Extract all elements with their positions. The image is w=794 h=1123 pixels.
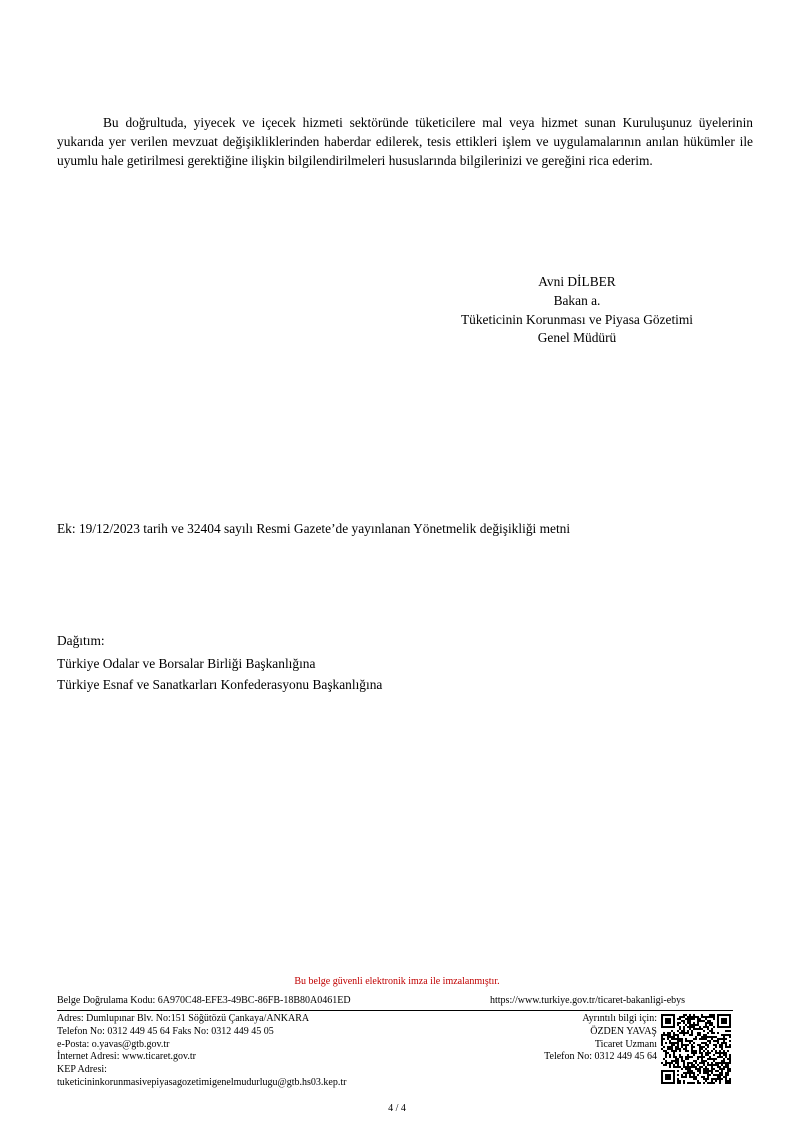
page-number: 4 / 4: [388, 1103, 406, 1114]
attachment-note: Ek: 19/12/2023 tarih ve 32404 sayılı Resmi Gazete’de yayınlanan Yönetmelik değişikliği metni: [57, 521, 571, 536]
verification-code: Belge Doğrulama Kodu: 6A970C48-EFE3-49BC-86FB-18B80A0461ED: [57, 995, 351, 1006]
secure-signature-notice: Bu belge güvenli elektronik imza ile imzalanmıştır.: [294, 976, 500, 987]
contact-phone: Telefon No: 0312 449 45 64: [544, 1051, 657, 1063]
kep-label: KEP Adresi:: [57, 1064, 107, 1076]
distribution-item: Türkiye Esnaf ve Sanatkarları Konfederasyonu Başkanlığına: [57, 677, 383, 692]
address-line: Adres: Dumlupınar Blv. No:151 Söğütözü Çankaya/ANKARA: [57, 1013, 310, 1024]
body-paragraph-text: Bu doğrultuda, yiyecek ve içecek hizmeti sektöründe tüketicilere mal veya hizmet sunan Kuruluşunuz üyelerinin yukarıda yer verilen mevzuat değişikliklerinden haberdar edilerek, tesis ettikleri işlem ve uygulamalarının anılan hükümler ile uyumlu hale getirilmesi gerektiğine ilişkin bilgilendirilmeleri hususlarında bilgilerinizi ve gereğini rica ederim.: [57, 115, 753, 169]
distribution-heading: Dağıtım:: [57, 633, 105, 648]
footer-address: [57, 1013, 346, 1090]
footer-contact: [544, 1013, 657, 1064]
contact-title: Ticaret Uzmanı: [594, 1038, 657, 1050]
kep-address: tuketicininkorunmasivepiyasagozetimigenelmudurlugu@gtb.hs03.kep.tr: [57, 1076, 347, 1088]
email-link[interactable]: e-Posta: o.yavas@gtb.gov.tr: [57, 1038, 170, 1050]
qr-code-icon: [661, 1014, 731, 1084]
signer-department: Tüketicinin Korunması ve Piyasa Gözetimi: [460, 312, 694, 327]
verification-link[interactable]: https://www.turkiye.gov.tr/ticaret-bakanligi-ebys: [490, 995, 686, 1006]
phone-line: Telefon No: 0312 449 45 64 Faks No: 0312 449 45 05: [57, 1025, 274, 1037]
contact-name: ÖZDEN YAVAŞ: [590, 1025, 657, 1037]
contact-heading: Ayrıntılı bilgi için:: [582, 1013, 657, 1024]
signer-title: Genel Müdürü: [537, 330, 617, 345]
distribution-item: Türkiye Odalar ve Borsalar Birliği Başkanlığına: [57, 656, 316, 671]
body-paragraph: [57, 113, 753, 171]
signer-name: Avni DİLBER: [538, 274, 616, 289]
footer-divider: [57, 1010, 733, 1011]
website-link[interactable]: İnternet Adresi: www.ticaret.gov.tr: [57, 1051, 196, 1063]
signer-authority: Bakan a.: [553, 293, 601, 308]
